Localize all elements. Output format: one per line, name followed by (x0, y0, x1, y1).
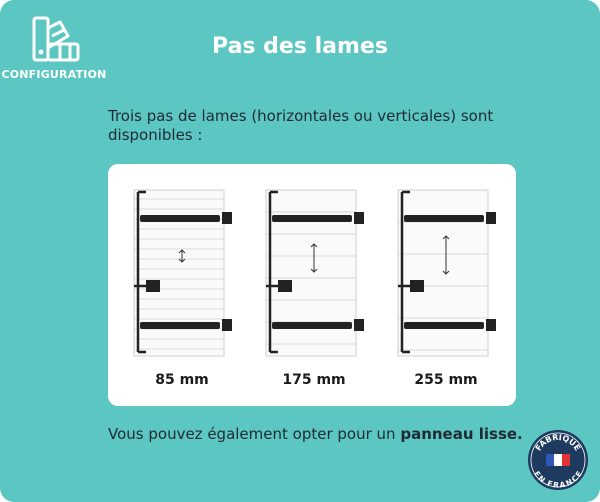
page-title: Pas des lames (212, 34, 388, 59)
intro-text: Trois pas de lames (horizontales ou verticales) sont disponibles : (108, 107, 494, 144)
panneau-lisse-highlight: panneau lisse. (400, 425, 523, 443)
footer-prefix: Vous pouvez également opter pour un (108, 425, 401, 443)
shutter-255-image (390, 186, 502, 360)
badge-top-text: FABRIQUÉ (533, 432, 583, 453)
badge-bottom-text: EN FRANCE (532, 469, 584, 490)
footer-text (108, 425, 523, 443)
shutter-175-image (258, 186, 370, 360)
shutter-255-label: 255 mm (414, 372, 478, 388)
configuration-label: CONFIGURATION (1, 68, 107, 81)
shutter-175-label: 175 mm (282, 372, 346, 388)
shutter-85-label: 85 mm (155, 372, 209, 388)
fabrique-en-france-badge (526, 428, 590, 492)
shutter-options-panel (108, 164, 516, 406)
shutter-85-image (126, 186, 238, 360)
